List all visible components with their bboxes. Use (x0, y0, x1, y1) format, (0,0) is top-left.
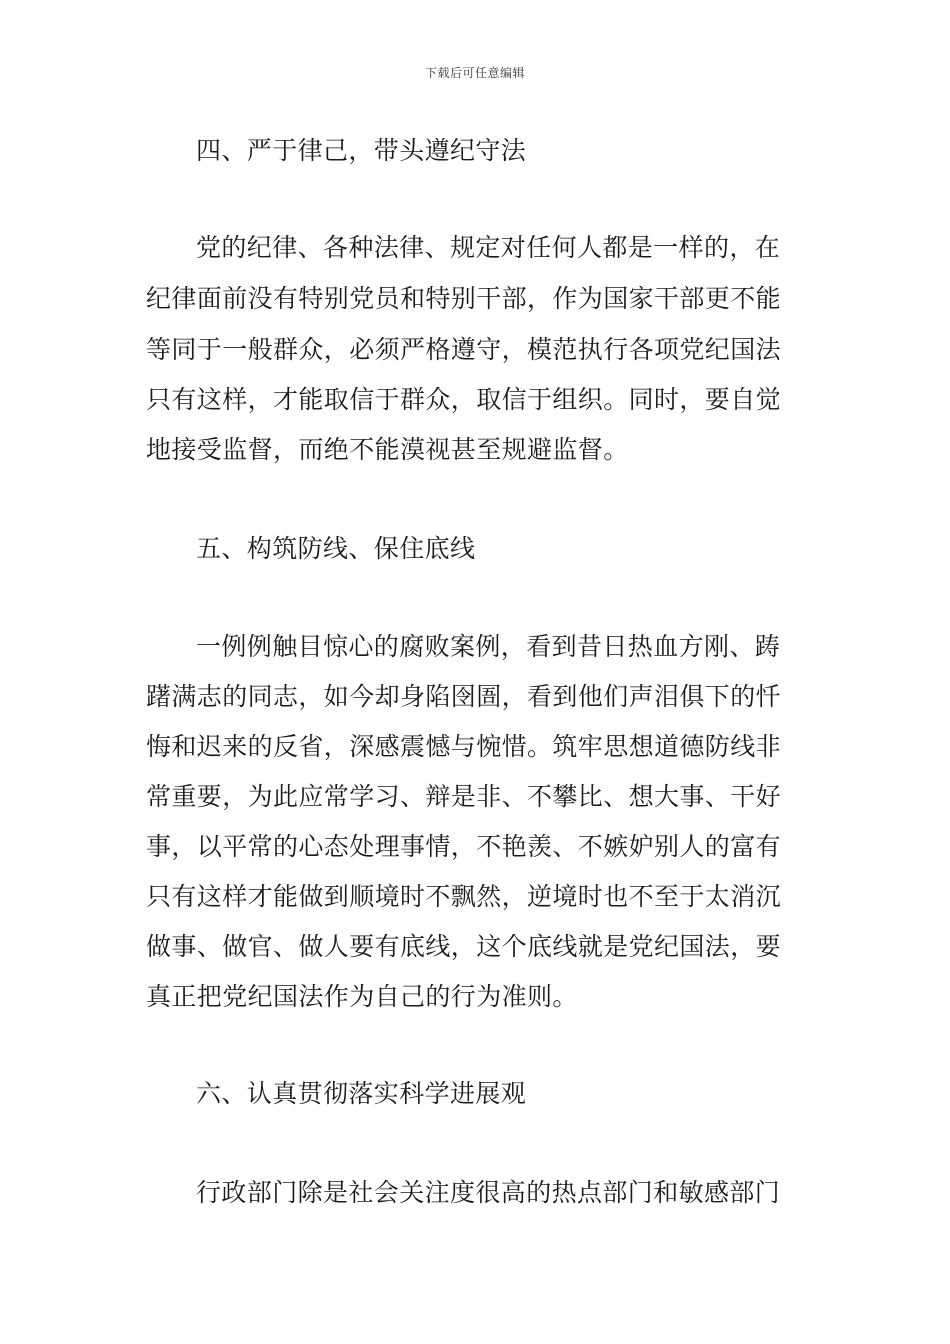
paragraph-line: 一例例触目惊心的腐败案例，看到昔日热血方刚、踌 (196, 632, 781, 661)
paragraph-line: 做事、做官、做人要有底线，这个底线就是党纪国法，要 (146, 932, 782, 961)
section-heading: 五、构筑防线、保住底线 (196, 534, 476, 563)
paragraph-line: 真正把党纪国法作为自己的行为准则。 (146, 982, 578, 1011)
paragraph-line: 躇满志的同志，如今却身陷囹圄，看到他们声泪俱下的忏 (146, 682, 782, 711)
paragraph-line: 行政部门除是社会关注度很高的热点部门和敏感部门 (196, 1178, 781, 1207)
paragraph-line: 地接受监督，而绝不能漠视甚至规避监督。 (146, 435, 629, 464)
paragraph-line: 党的纪律、各种法律、规定对任何人都是一样的，在 (196, 233, 781, 262)
paragraph-line: 事，以平常的心态处理事情，不艳羡、不嫉妒别人的富有 (146, 832, 782, 861)
section-heading: 四、严于律己，带头遵纪守法 (196, 136, 527, 165)
page-header: 下载后可任意编辑 (424, 66, 525, 80)
paragraph-line: 常重要，为此应常学习、辩是非、不攀比、想大事、干好 (146, 782, 782, 811)
paragraph-line: 悔和迟来的反省，深感震憾与惋惜。筑牢思想道德防线非 (146, 732, 782, 761)
paragraph-line: 只有这样才能做到顺境时不飘然，逆境时也不至于太消沉 (146, 882, 782, 911)
paragraph-line: 纪律面前没有特别党员和特别干部，作为国家干部更不能 (146, 284, 782, 313)
section-heading: 六、认真贯彻落实科学进展观 (196, 1079, 527, 1108)
paragraph-line: 等同于一般群众，必须严格遵守，模范执行各项党纪国法 (146, 335, 782, 364)
paragraph-line: 只有这样，才能取信于群众，取信于组织。同时，要自觉 (146, 385, 782, 414)
